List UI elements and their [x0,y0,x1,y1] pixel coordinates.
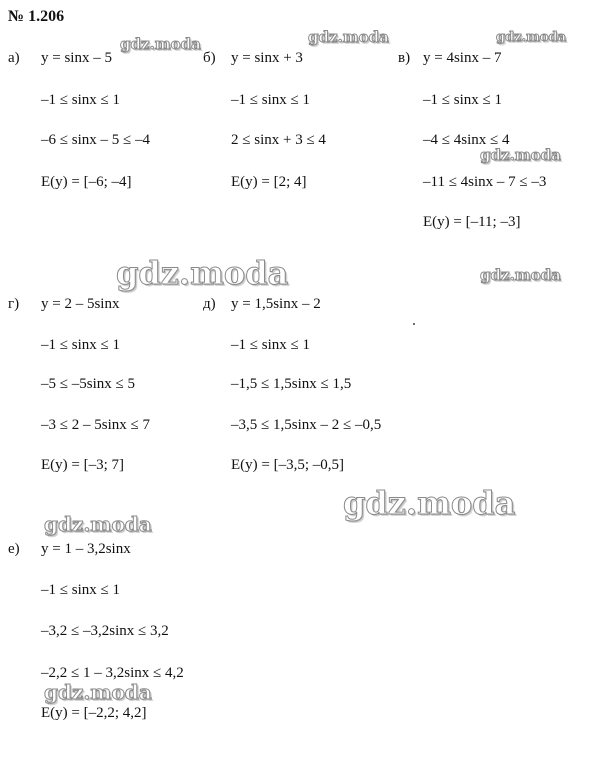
watermark: gdz.moda [44,680,152,704]
watermark: gdz.moda [496,30,567,45]
equation-line: –4 ≤ 4sinx ≤ 4 [423,132,510,148]
equation-line: y = sinx – 5 [41,50,112,66]
equation-line: 2 ≤ sinx + 3 ≤ 4 [231,132,326,148]
range-result: E(y) = [–2,2; 4,2] [41,705,147,721]
range-result: E(y) = [–3,5; –0,5] [231,457,345,473]
part-label: а) [8,50,20,66]
exercise-number: № 1.206 [8,8,65,25]
part-label: г) [8,296,20,312]
equation-line: –1 ≤ sinx ≤ 1 [41,582,120,598]
watermark: gdz.moda [116,254,289,292]
part-label: д) [203,296,216,312]
equation-line: y = 1,5sinx – 2 [231,296,321,312]
part-label: е) [8,541,20,557]
equation-line: –1 ≤ sinx ≤ 1 [423,92,502,108]
equation-line: –3 ≤ 2 – 5sinx ≤ 7 [41,417,150,433]
equation-line: –1 ≤ sinx ≤ 1 [231,92,310,108]
range-result: E(y) = [–11; –3] [423,214,521,230]
watermark: gdz.moda [44,512,152,536]
equation-line: –1 ≤ sinx ≤ 1 [41,337,120,353]
equation-line: y = 4sinx – 7 [423,50,502,66]
equation-line: –1,5 ≤ 1,5sinx ≤ 1,5 [231,376,352,392]
equation-line: –1 ≤ sinx ≤ 1 [41,92,120,108]
equation-line: –3,5 ≤ 1,5sinx – 2 ≤ –0,5 [231,417,382,433]
watermark: gdz.moda [480,266,561,284]
equation-line: –11 ≤ 4sinx – 7 ≤ –3 [423,174,547,190]
range-result: E(y) = [–6; –4] [41,174,132,190]
equation-line: –5 ≤ –5sinx ≤ 5 [41,376,135,392]
watermark: gdz.moda [120,35,201,53]
equation-line: –1 ≤ sinx ≤ 1 [231,337,310,353]
watermark: gdz.moda [480,146,561,164]
range-result: E(y) = [2; 4] [231,174,307,190]
equation-line: y = sinx + 3 [231,50,303,66]
part-label: б) [203,50,216,66]
equation-line: –2,2 ≤ 1 – 3,2sinx ≤ 4,2 [41,665,184,681]
watermark: gdz.moda [308,28,389,46]
range-result: E(y) = [–3; 7] [41,457,125,473]
stray-dot [413,323,415,325]
part-label: в) [398,50,411,66]
equation-line: y = 2 – 5sinx [41,296,120,312]
equation-line: y = 1 – 3,2sinx [41,541,131,557]
equation-line: –3,2 ≤ –3,2sinx ≤ 3,2 [41,623,169,639]
equation-line: –6 ≤ sinx – 5 ≤ –4 [41,132,150,148]
watermark: gdz.moda [343,484,516,522]
